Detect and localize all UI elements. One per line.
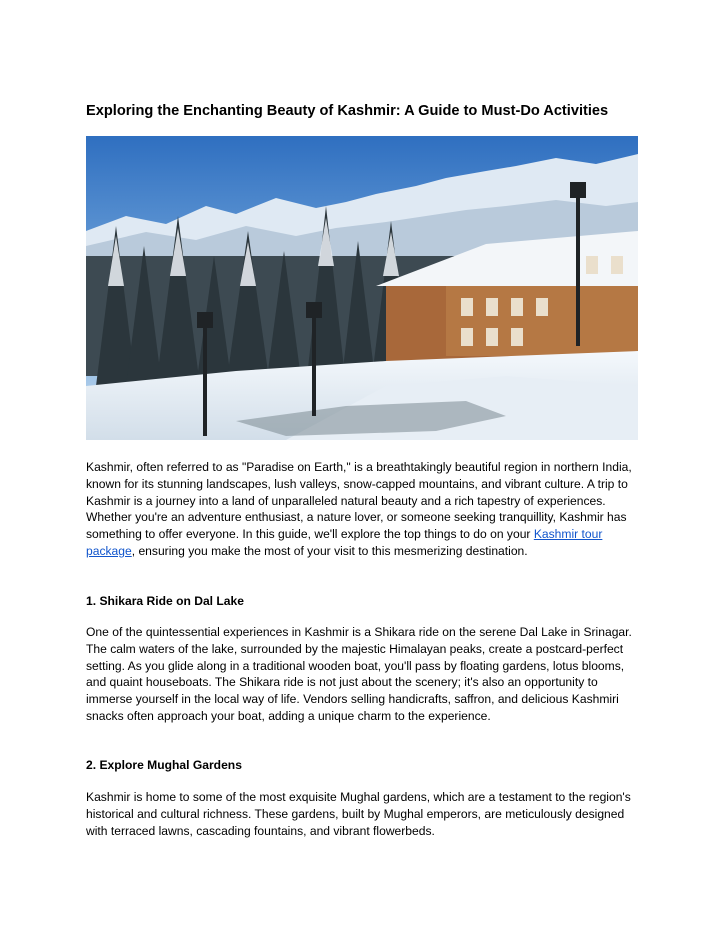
intro-text-after-link: , ensuring you make the most of your visit to this mesmerizing destination. xyxy=(131,543,528,558)
intro-text-before-link: Kashmir, often referred to as "Paradise on Earth," is a breathtakingly beautiful region in northern India, known for its stunning landscapes, lush valleys, snow-capped mountains, and vibrant culture. A trip to Kashmir is a journey into a land of unparalleled natural beauty and a rich tapestry of experiences. Whether you're an adventure enthusiast, a nature lover, or someone seeking tranquillity, Kashmir has something to offer everyone. In this guide, we'll explore the top things to do on your xyxy=(86,460,632,542)
section-heading-mughal-gardens: 2. Explore Mughal Gardens xyxy=(86,758,242,772)
section-body-shikara: One of the quintessential experiences in Kashmir is a Shikara ride on the serene Dal Lake in Srinagar. The calm waters of the lake, surrounded by the majestic Himalayan peaks, create a postcard-perfect setting. As you glide along in a traditional wooden boat, you'll pass by floating gardens, lotus blooms, and quaint houseboats. The Shikara ride is not just about the scenery; it's also an opportunity to immerse yourself in the local way of life. Vendors selling handicrafts, saffron, and delicious Kashmiri snacks often approach your boat, adding a unique charm to the experience. xyxy=(86,625,632,723)
snowy-resort-landscape-image xyxy=(86,136,638,440)
section-heading-shikara: 1. Shikara Ride on Dal Lake xyxy=(86,594,244,608)
kashmir-tour-package-link[interactable]: Kashmir tour package xyxy=(86,527,603,558)
document-title: Exploring the Enchanting Beauty of Kashmir: A Guide to Must-Do Activities xyxy=(86,103,609,119)
intro-paragraph xyxy=(86,459,638,560)
section-body-mughal-gardens: Kashmir is home to some of the most exquisite Mughal gardens, which are a testament to the region's historical and cultural richness. These gardens, built by Mughal emperors, are meticulously designed with terraced lawns, cascading fountains, and vibrant flowerbeds. xyxy=(86,790,631,838)
